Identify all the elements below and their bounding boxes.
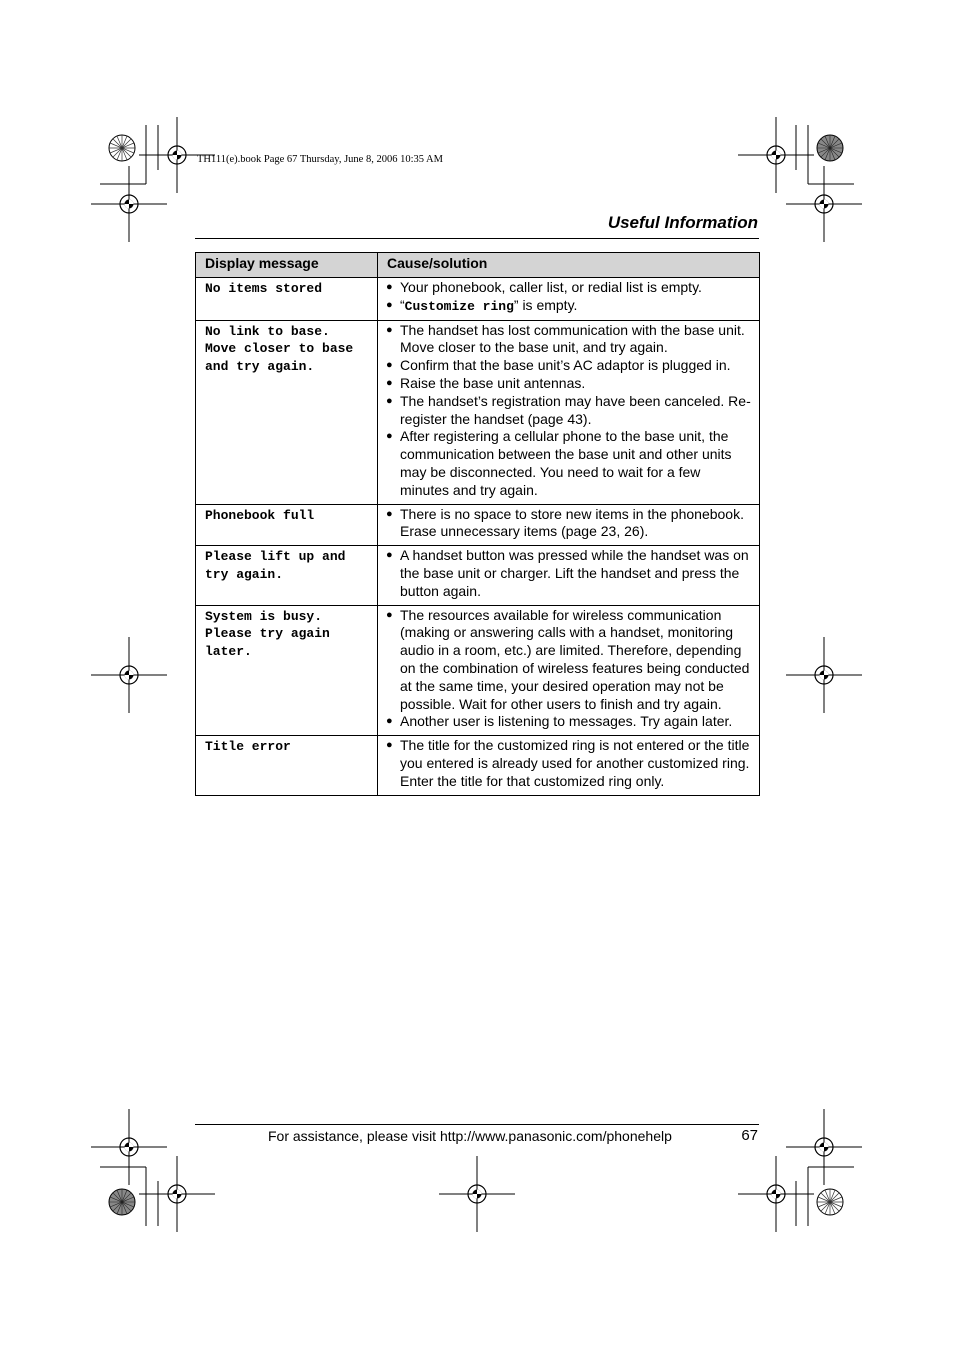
solution-bullet <box>386 279 753 297</box>
bullet-icon: ● <box>386 323 393 336</box>
display-message: System is busy. Please try again later. <box>196 605 378 736</box>
title-rule <box>195 238 759 239</box>
table-row <box>196 278 760 321</box>
bullet-icon: ● <box>386 608 393 621</box>
table-row <box>196 736 760 795</box>
solution-bullet <box>386 506 753 542</box>
page-number: 67 <box>741 1127 758 1144</box>
solution-bullet <box>386 393 753 429</box>
column-header-cause-solution: Cause/solution <box>378 253 760 278</box>
solution-text: ” is empty. <box>513 296 578 313</box>
solution-bullet <box>386 297 753 316</box>
cause-solution <box>378 546 760 605</box>
solution-text: There is no space to store new items in the phonebook. Erase unnecessary items (page 23, 26). <box>400 505 744 540</box>
table-row <box>196 546 760 605</box>
solution-bullet <box>386 428 753 499</box>
bullet-icon: ● <box>386 549 393 562</box>
bullet-icon: ● <box>386 298 393 311</box>
bullet-icon: ● <box>386 281 393 293</box>
table-header-row <box>196 253 760 278</box>
solution-text: Raise the base unit antennas. <box>400 374 586 391</box>
bullet-icon: ● <box>386 394 393 407</box>
solution-text: The title for the customized ring is not entered or the title you entered is already used for another customized ring. Enter the title for that customized ring only. <box>400 737 750 789</box>
cause-solution <box>378 736 760 795</box>
table-row <box>196 504 760 546</box>
solution-bullet <box>386 375 753 393</box>
bullet-icon: ● <box>386 430 393 443</box>
display-text-code: Customize ring <box>404 298 514 314</box>
bullet-icon: ● <box>386 507 393 520</box>
column-header-display-message: Display message <box>196 253 378 278</box>
bullet-icon: ● <box>386 376 393 389</box>
display-message: Title error <box>196 736 378 795</box>
solution-bullet <box>386 607 753 714</box>
troubleshooting-table <box>195 252 760 796</box>
table-row <box>196 605 760 736</box>
solution-text: The resources available for wireless communication (making or answering calls with a handset, monitoring audio in a room, etc.) are limited. Therefore, depending on the combination of wireless features being conducted at the same time, your desired operation may not be possible. Wait for other users to finish and try again. <box>400 606 750 712</box>
cause-solution <box>378 278 760 321</box>
solution-bullet <box>386 322 753 358</box>
cause-solution <box>378 605 760 736</box>
solution-text: Another user is listening to messages. Try again later. <box>400 713 733 730</box>
solution-text: After registering a cellular phone to the base unit, the communication between the base unit and other units may be disconnected. You need to wait for a few minutes and try again. <box>400 428 732 498</box>
solution-text: Confirm that the base unit’s AC adaptor is plugged in. <box>400 357 731 374</box>
solution-bullet <box>386 737 753 790</box>
cause-solution <box>378 504 760 546</box>
solution-bullet <box>386 713 753 731</box>
solution-text: The handset’s registration may have been canceled. Re-register the handset (page 43). <box>400 392 751 427</box>
solution-text: “ <box>400 296 405 313</box>
print-slug: TH111(e).book Page 67 Thursday, June 8, 2006 10:35 AM <box>197 154 443 165</box>
bullet-icon: ● <box>386 739 393 752</box>
solution-text: Your phonebook, caller list, or redial list is empty. <box>400 279 702 295</box>
solution-text: A handset button was pressed while the handset was on the base unit or charger. Lift the handset and press the button again. <box>400 547 749 599</box>
cause-solution <box>378 320 760 504</box>
section-title: Useful Information <box>607 213 758 232</box>
bullet-icon: ● <box>386 359 393 372</box>
display-message: No link to base. Move closer to base and try again. <box>196 320 378 504</box>
solution-bullet <box>386 357 753 375</box>
display-message: Please lift up and try again. <box>196 546 378 605</box>
footer-rule <box>195 1124 759 1125</box>
solution-text: The handset has lost communication with the base unit. Move closer to the base unit, and try again. <box>400 321 745 356</box>
bullet-icon: ● <box>386 715 393 728</box>
footer-assistance-text: For assistance, please visit http://www.panasonic.com/phonehelp <box>268 1128 672 1144</box>
display-message: No items stored <box>196 278 378 321</box>
display-message: Phonebook full <box>196 504 378 546</box>
table-row <box>196 320 760 504</box>
solution-bullet <box>386 547 753 600</box>
